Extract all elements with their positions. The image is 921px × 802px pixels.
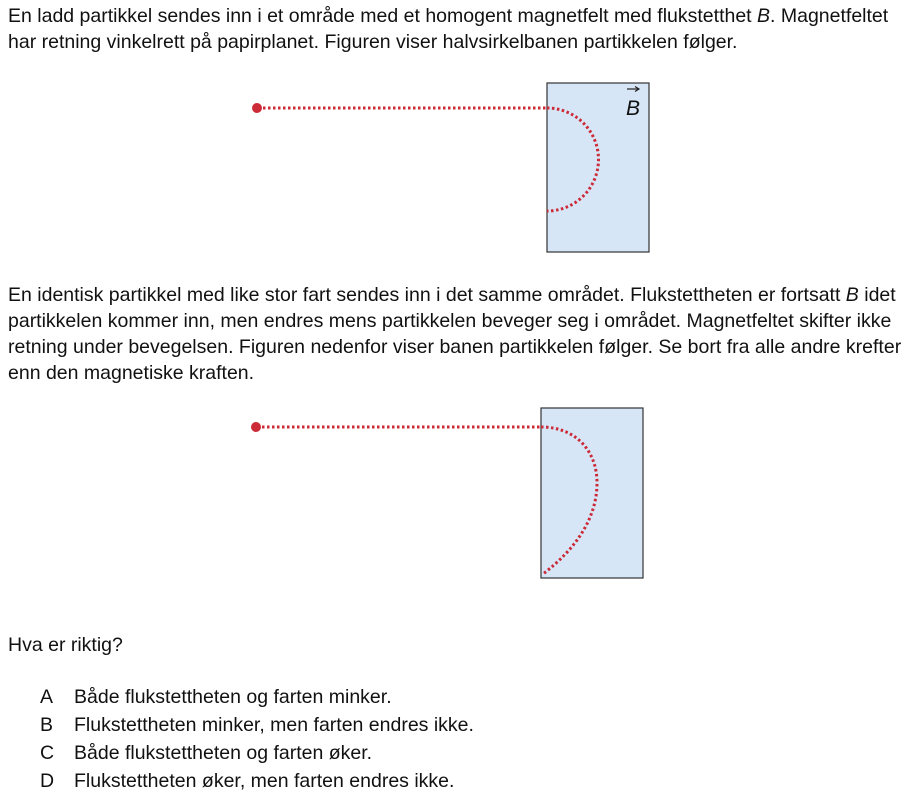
question-text: Hva er riktig? [8,634,123,656]
option-d[interactable] [40,767,474,795]
flux-symbol-2: B [845,284,859,306]
option-text: Flukstettheten øker, men farten endres ikke. [74,770,455,792]
second-text-2: idet partikkelen kommer inn, men endres mens partikkelen beveger seg i området. Magnetfeltet skifter ikke retning under bevegelsen. Figuren nedenfor viser banen partikkelen følger. Se bort fra alle andre krefter enn den magnetiske kraften. [8,284,902,384]
figure-semicircle-path [0,80,921,260]
intro-paragraph [8,3,913,55]
option-letter: B [40,714,54,736]
field-label: B [626,97,641,120]
option-text: Både flukstettheten og farten minker. [74,686,392,708]
option-text: Flukstettheten minker, men farten endres ikke. [74,714,474,736]
intro-text-1: En ladd partikkel sendes inn i et område med et homogent magnetfelt med flukstetthet [8,5,758,27]
intro-text-2: . Magnetfeltet har retning vinkelrett på papirplanet. Figuren viser halvsirkelbanen partikkelen følger. [8,5,889,53]
option-b[interactable] [40,711,474,739]
option-letter: D [40,770,55,792]
particle-dot [252,103,262,113]
particle-dot-2 [251,422,261,432]
option-text: Både flukstettheten og farten øker. [74,742,373,764]
option-c[interactable] [40,739,474,767]
answer-options [40,683,474,795]
flux-symbol: B [757,5,771,27]
option-letter: A [40,686,54,708]
second-text-1: En identisk partikkel med like stor fart sendes inn i det samme området. Flukstettheten er fortsatt [8,284,846,306]
option-letter: C [40,742,55,764]
second-paragraph [8,282,913,386]
option-a[interactable] [40,683,474,711]
magnetic-field-region-2 [541,408,643,578]
figure-changing-path [0,405,921,585]
